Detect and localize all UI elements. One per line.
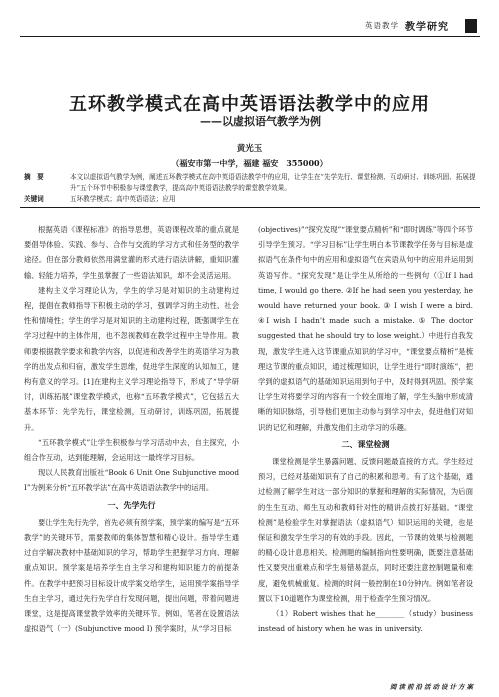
abstract-text: 本文以虚拟语气教学为例，阐述五环教学模式在高中英语语法教学中的应用，让学生在“先学先行、课堂检测、互动研讨、训练巩固、拓展提升”五个环节中积极参与课堂教学，提高高中英语语法教学的课堂教学效果。	[70, 173, 476, 192]
keywords-text: 五环教学模式；高中英语语法；应用	[70, 195, 176, 203]
section-heading: 一、先学先行	[107, 499, 156, 510]
right-column	[258, 222, 473, 636]
header-section: 英语教学	[365, 21, 399, 30]
header-marker-block	[465, 19, 477, 33]
abstract-label: 摘 要	[24, 173, 44, 181]
paragraph: 现以人民教育出版社“Book 6 Unit One Subjunctive mood I”为例来分析“五环教学法”在高中英语语法教学中的运用。	[24, 468, 239, 493]
section-rule	[20, 207, 480, 208]
page-footer: 阅读前沿活动设计方案	[390, 683, 475, 691]
author-affiliation: （福安市第一中学，福建 福安 355000）	[171, 158, 328, 168]
paragraph: 建构主义学习理论认为，学生的学习是对知识的主动建构过程，提倡在教师指导下积极主动的学习，强调学习的主动性、社会性和情境性；学生的学习是对知识的主动建构过程，既强调学生在学习过程中的主体作用，也不忽视教师在教学过程中主导作用。教师要根据教学要求和教学内容，以促进和改善学生的英语学习为教学的出发点和归宿，激发学生思维，促进学生深度的认知加工，建构有意义的学习。[1]在建构主义学习理论指导下，形成了“导学研讨，训练拓展”课堂教学模式，也称“五环教学模式”，它包括五大基本环节：先学先行，课堂检测，互动研讨，训练巩固，拓展提升。	[24, 285, 239, 432]
left-column	[24, 222, 239, 636]
paragraph: 要让学生先行先学，首先必须有预学案，预学案的编写是“五环教学”的关键环节，需要教师的集体智慧和精心设计。指导学生通过自学解决教材中基础知识的学习，帮助学生把握学习方向、理解重点知识。预学案是培养学生自主学习和建构知识能力的前提条件。在教学中把预习目标设计成学案交给学生，运用预学案指导学生自主学习，通过先行先学自行发现问题，提出问题，带着问题进课堂，这是提高课堂教学效率的关键环节。例如，笔者在设置语法虚拟语气（一）(Subjunctive mood I) 预学案时，从“学习目标	[24, 517, 239, 634]
article-subtitle: ——以虚拟语气教学为例	[200, 115, 321, 128]
keywords	[24, 194, 484, 205]
paragraph: （1）Robert wishes that he________（study）business instead of history when he was in university.	[258, 609, 473, 634]
abstract	[24, 172, 484, 193]
paragraph: (objectives)”“探究发现”“课堂要点精析”和“即时调练”等四个环节引导学生预习。“学习目标”让学生明白本节课教学任务与目标是虚拟语气在条件句中的应用和虚拟语气在宾语从句中的应用并运用到英语写作。“探究发现”是让学生从所给的一些例句（①If I had time, I would go there. ②If he had seen you yesterday, he would have returned your book. ③ I wish I were a bird. ④I wish I hadn’t made such a mistake. ⑤ The doctor suggested that he should try to lose weight.）中进行自我发现，激发学生进入这节课重点知识的学习中，“课堂要点精析”是梳理这节课的重点知识，通过梳理知识，让学生进行“即时演练”，把学到的虚拟语气的基础知识运用到句子中，及时得到巩固。预学案让学生对将要学习的内容有一个较全面地了解，学生头脑中形成清晰的知识脉络，引导他们更加主动参与到学习中去，促进他们对知识的记忆和理解，并激发他们主动学习的乐趣。	[258, 225, 473, 432]
header-brand: 教学研究	[405, 22, 449, 33]
paragraph: “五环教学模式”让学生积极参与学习活动中去，自主探究，小组合作互动，达到能理解，会运用这一最终学习目标。	[24, 437, 239, 463]
keywords-label: 关键词	[24, 195, 44, 203]
paragraph: 根据英语《课程标准》的指导思想，英语课程改革的重点就是要倡导体验、实践、参与、合作与交流的学习方式和任务型的教学途径。但在部分教师依然用满堂灌的形式进行语法讲解，重知识灌输、轻能力培养，学生虽掌握了一些语法知识，却不会灵活运用。	[24, 225, 239, 280]
section-heading: 二、课堂检测	[341, 438, 390, 449]
running-header	[365, 18, 477, 33]
author-name: 黄光玉	[236, 144, 263, 154]
article-title: 五环教学模式在高中英语语法教学中的应用	[69, 94, 430, 115]
header-rule	[20, 36, 480, 37]
paragraph: 课堂检测是学生暴露问题、反馈问题最直接的方式。学生经过预习，已经对基础知识有了自己的积累和思考。有了这个基础，通过检测了解学生对这一部分知识的掌握和理解的实际情况，为后面的生生互动、师生互动和教师针对性的精讲点拨打好基础。“课堂检测”是检验学生对掌握语法（虚拟语气）知识运用的关键，也是保证和激发学生学习的有效的手段。因此，一节课的效果与检测题的精心设计息息相关。检测题的编制指向性要明确，既要注意基础性又要突出重难点和学生易错易混点，同时还要注意控制题量和难度，避免机械重复。检测的时间一般控制在10分钟内。例如笔者设置以下10道题作为课堂检测，用于检查学生预习情况。	[258, 457, 473, 603]
